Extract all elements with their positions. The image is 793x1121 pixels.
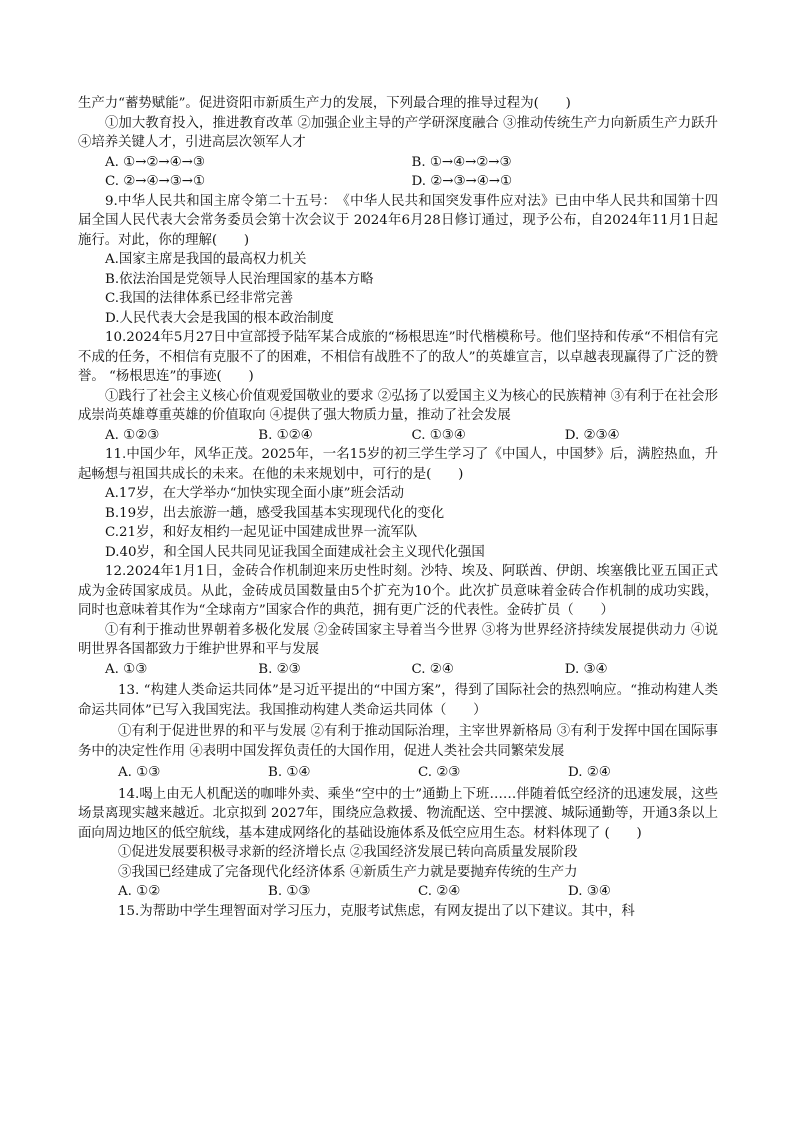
option-d: D. ③④ — [564, 661, 608, 677]
option-c: C. ②③ — [418, 765, 461, 780]
question-14-stem: 14.喝上由无人机配送的咖啡外卖、乘坐“空中的士”通勤上下班……伴随着低空经济的迅速发展，这些场景离现实越来越近。北京拟到 2027年，围绕应急救援、物流配送、空中摆渡、城际通勤等，开通3条以上面向周边地区的低空航线，基本建成网络化的基础设施体系及低空应用生态。材料体现了 ( ) — [78, 786, 718, 841]
option-c: C. ②④ — [418, 884, 461, 899]
option-c: C. ②④ — [411, 661, 454, 677]
option-a: A. ①②③ — [105, 427, 160, 443]
exam-page — [78, 94, 718, 921]
question-13-statements: ①有利于促进世界的和平与发展 ②有利于推动国际治理，主宰世界新格局 ③有利于发挥中国在国际事务中的决定性作用 ④表明中国发挥负责任的大国作用，促进人类社会共同繁荣发展 — [78, 724, 718, 759]
question-10-options — [78, 426, 718, 446]
question-14-statements-row-1: ①促进发展要积极寻求新的经济增长点 ②我国经济发展已转向高质量发展阶段 — [118, 845, 578, 860]
option-b: B. ②③ — [258, 661, 301, 677]
option-a: A. ①→②→④→③ — [105, 154, 205, 170]
option-b: B. ①③ — [268, 884, 311, 899]
question-8-stem-continued: 生产力“蓄势赋能”。促进资阳市新质生产力的发展，下列最合理的推导过程为( ) — [78, 96, 571, 111]
question-8-statements: ①加大教育投入，推进教育改革 ②加强企业主导的产学研深度融合 ③推动传统生产力向新质生产力跃升 ④培养关键人才，引进高层次领军人才 — [78, 115, 718, 150]
option-d: D. ②→③→④→① — [411, 174, 512, 189]
option-a: A.17岁，在大学举办“加快实现全面小康”班会活动 — [105, 486, 405, 501]
option-b: B. ①→④→②→③ — [411, 154, 512, 170]
option-a: A. ①② — [118, 884, 161, 899]
question-15-stem: 15.为帮助中学生理智面对学习压力，克服考试焦虑，有网友提出了以下建议。其中，科 — [118, 903, 635, 919]
question-8-options-row-1 — [78, 153, 718, 173]
question-12-statements: ①有利于推动世界朝着多极化发展 ②金砖国家主导着当今世界 ③将为世界经济持续发展提供动力 ④说明世界各国都致力于维护世界和平与发展 — [78, 622, 718, 657]
question-9-stem: 9.中华人民共和国主席令第二十五号： 《中华人民共和国突发事件应对法》已由中华人民共和国第十四届全国人民代表大会常务委员会第十次会议于 2024年6月28日修订通过，现予公布，自2024年11月1日起施行。对此，你的理解( ) — [78, 193, 718, 248]
option-b: B.依法治国是党领导人民治理国家的基本方略 — [105, 271, 374, 287]
question-10-statements: ①践行了社会主义核心价值观爱国敬业的要求 ②弘扬了以爱国主义为核心的民族精神 ③有利于在社会形成崇尚英雄尊重英雄的价值取向 ④提供了强大物质力量，推动了社会发展 — [78, 388, 718, 423]
question-13-stem: 13. “构建人类命运共同体”是习近平提出的“中国方案”，得到了国际社会的热烈响应。“推动构建人类命运共同体”已写入我国宪法。我国推动构建人类命运共同体（ ） — [78, 683, 718, 718]
option-b: B.19岁，出去旅游一趟，感受我国基本实现现代化的变化 — [105, 505, 445, 521]
question-8-options-row-2 — [78, 172, 718, 192]
question-10-stem: 10.2024年5月27日中宣部授予陆军某合成旅的“杨根思连”时代楷模称号。他们坚持和传承“不相信有完不成的任务，不相信有克服不了的困难，不相信有战胜不了的敌人”的英雄宣言，以卓越表现赢得了广泛的赞誉。 “杨根思连”的事迹( ) — [78, 330, 718, 384]
option-b: B. ①④ — [268, 765, 311, 780]
question-12-options — [78, 660, 718, 680]
option-c: C.我国的法律体系已经非常完善 — [105, 291, 294, 306]
option-c: C.21岁，和好友相约一起见证中国建成世界一流军队 — [105, 525, 418, 540]
option-d: D. ②③④ — [564, 427, 620, 443]
option-a: A.国家主席是我国的最高权力机关 — [105, 252, 307, 267]
option-d: D.40岁，和全国人民共同见证我国全面建成社会主义现代化强国 — [105, 544, 485, 560]
question-12-stem: 12.2024年1月1日，金砖合作机制迎来历史性时刻。沙特、埃及、阿联酋、伊朗、埃塞俄比亚五国正式成为金砖国家成员。从此，金砖成员国数量由5个扩充为10个。此次扩员意味着金砖合作机制的成功实践，同时也意味着其作为“全球南方”国家合作的典范，拥有更广泛的代表性。金砖扩员（ ） — [78, 564, 718, 618]
question-11-stem: 11.中国少年，风华正茂。2025年，一名15岁的初三学生学习了《中国人，中国梦》后，满腔热血，升起畅想与祖国共成长的未来。在他的未来规划中，可行的是( ) — [78, 447, 718, 482]
option-a: A. ①③ — [105, 661, 148, 677]
option-d: D. ②④ — [568, 765, 611, 780]
question-14-statements-row-2: ③我国已经建成了完备现代化经济体系 ④新质生产力就是要抛弃传统的生产力 — [118, 864, 578, 880]
question-13-options — [78, 763, 718, 783]
option-c: C. ①③④ — [411, 427, 466, 443]
option-c: C. ②→④→③→① — [105, 174, 205, 189]
option-a: A. ①③ — [118, 765, 161, 780]
option-b: B. ①②④ — [258, 427, 313, 443]
question-14-options — [78, 882, 718, 902]
option-d: D.人民代表大会是我国的根本政治制度 — [105, 310, 334, 326]
option-d: D. ③④ — [568, 884, 611, 899]
